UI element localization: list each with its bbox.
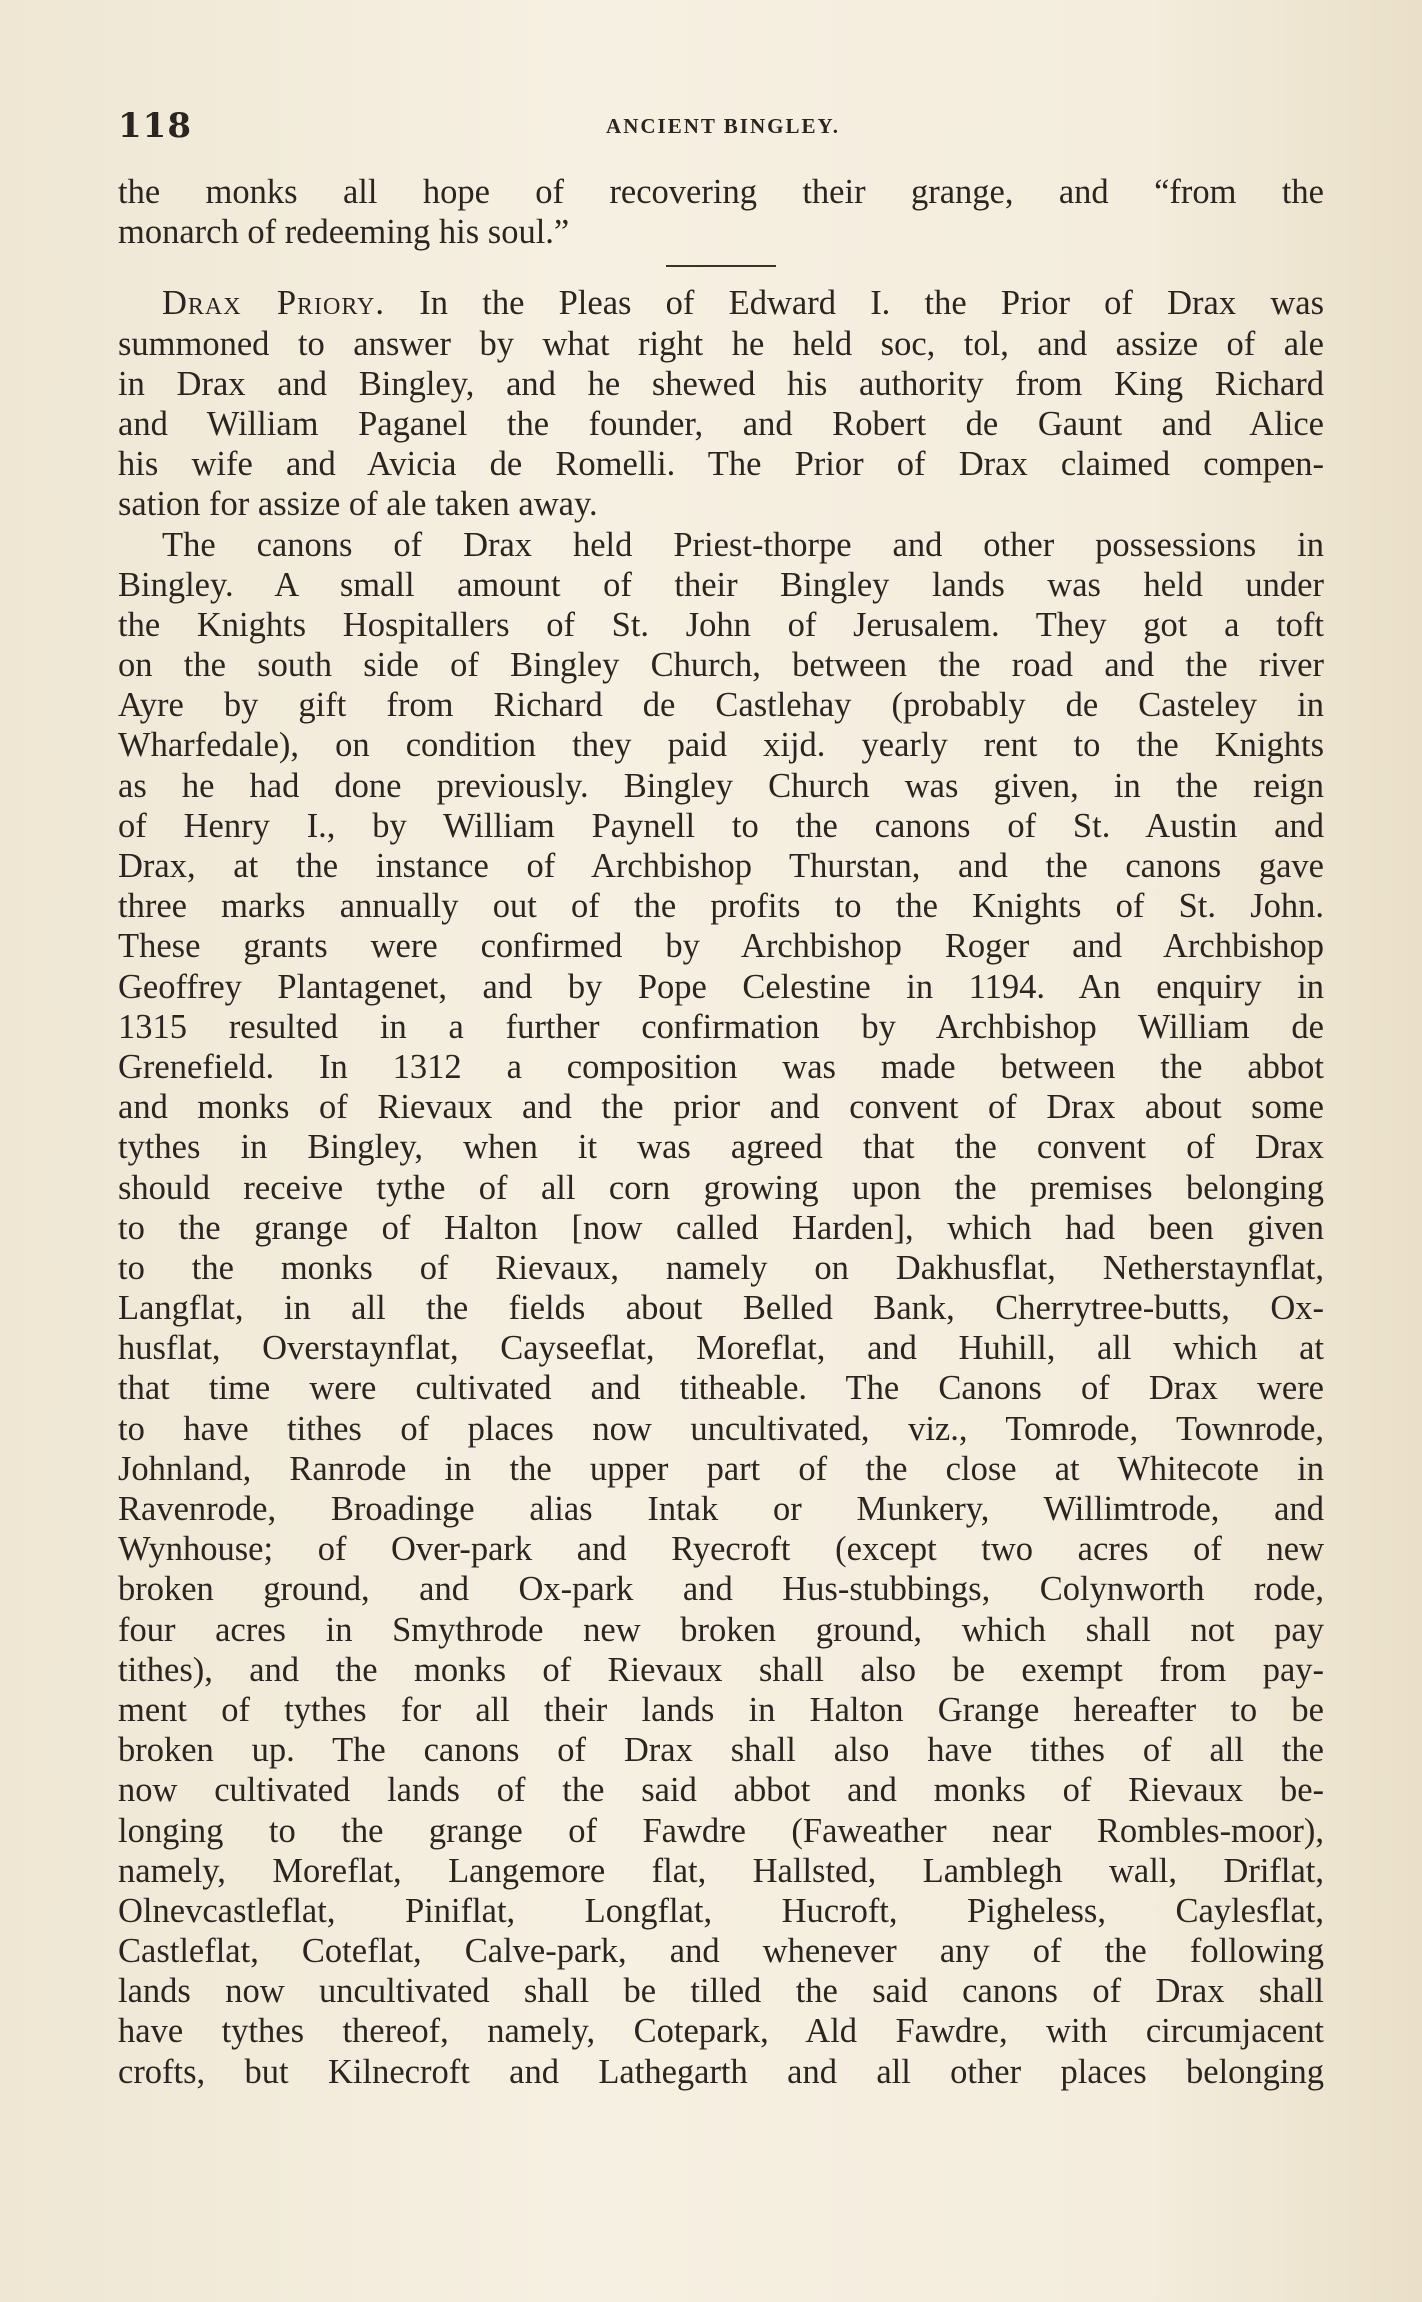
text-line: Castleflat, Coteflat, Calve-park, and whenever any of the following (118, 1932, 1324, 1971)
page-number: 118 (118, 106, 192, 146)
paragraph-canons (118, 525, 1324, 2092)
running-title: ANCIENT BINGLEY. (606, 114, 840, 138)
text-line: These grants were confirmed by Archbishop Roger and Archbishop (118, 927, 1324, 966)
text-line: husflat, Overstaynflat, Cayseeflat, Moreflat, and Huhill, all which at (118, 1329, 1324, 1368)
text-line: Langflat, in all the fields about Belled Bank, Cherrytree-butts, Ox- (118, 1289, 1324, 1328)
text-line: Grenefield. In 1312 a composition was made between the abbot (118, 1047, 1324, 1086)
text-line: that time were cultivated and titheable. The Canons of Drax were (118, 1369, 1324, 1408)
text-line: three marks annually out of the profits to the Knights of St. John. (118, 887, 1324, 926)
section-divider (666, 265, 776, 267)
text-line: Ayre by gift from Richard de Castlehay (probably de Casteley in (118, 686, 1324, 725)
text-line: namely, Moreflat, Langemore flat, Hallsted, Lamblegh wall, Driflat, (118, 1851, 1324, 1890)
text-line: on the south side of Bingley Church, between the road and the river (118, 646, 1324, 685)
text-line: the Knights Hospitallers of St. John of Jerusalem. They got a toft (118, 605, 1324, 644)
text-line: four acres in Smythrode new broken ground, which shall not pay (118, 1610, 1324, 1649)
text-line: broken ground, and Ox-park and Hus-stubbings, Colynworth rode, (118, 1570, 1324, 1609)
text-line: the monks all hope of recovering their grange, and “from the (118, 173, 1324, 211)
text-line: Wharfedale), on condition they paid xijd. yearly rent to the Knights (118, 726, 1324, 765)
text-line: in Drax and Bingley, and he shewed his authority from King Richard (118, 364, 1324, 403)
text-line: tythes in Bingley, when it was agreed that the convent of Drax (118, 1128, 1324, 1167)
text-line: now cultivated lands of the said abbot and monks of Rievaux be- (118, 1771, 1324, 1810)
text-line: Bingley. A small amount of their Bingley lands was held under (118, 565, 1324, 604)
text-line: Johnland, Ranrode in the upper part of the close at Whitecote in (118, 1449, 1324, 1488)
body-text (118, 172, 1324, 2092)
text-line: Geoffrey Plantagenet, and by Pope Celestine in 1194. An enquiry in (118, 967, 1324, 1006)
paragraph-continuation (118, 172, 1324, 252)
text-line: lands now uncultivated shall be tilled the said canons of Drax shall (118, 1972, 1324, 2011)
text-line: to the grange of Halton [now called Harden], which had been given (118, 1208, 1324, 1247)
text-line: to the monks of Rievaux, namely on Dakhusflat, Netherstaynflat, (118, 1248, 1324, 1287)
text-line: Drax, at the instance of Archbishop Thurstan, and the canons gave (118, 847, 1324, 885)
text-line-rest: In the Pleas of Edward I. the Prior of Drax was (419, 284, 1325, 323)
text-line: his wife and Avicia de Romelli. The Prior of Drax claimed compen- (118, 445, 1324, 484)
text-line-with-heading (118, 283, 1324, 323)
text-line: should receive tythe of all corn growing upon the premises belonging (118, 1168, 1324, 1207)
text-line: have tythes thereof, namely, Cotepark, Ald Fawdre, with circumjacent (118, 2012, 1324, 2051)
text-line: monarch of redeeming his soul.” (118, 213, 570, 252)
text-line: 1315 resulted in a further confirmation by Archbishop William de (118, 1007, 1324, 1046)
paragraph-drax-priory (118, 283, 1324, 524)
text-line: and monks of Rievaux and the prior and convent of Drax about some (118, 1088, 1324, 1127)
text-line: as he had done previously. Bingley Church was given, in the reign (118, 766, 1324, 805)
text-line: The canons of Drax held Priest-thorpe and other possessions in (162, 525, 1324, 564)
text-line: summoned to answer by what right he held soc, tol, and assize of ale (118, 324, 1324, 363)
text-line: sation for assize of ale taken away. (118, 485, 598, 524)
page-header (118, 98, 1328, 158)
text-line: longing to the grange of Fawdre (Faweather near Rombles-moor), (118, 1811, 1324, 1850)
text-line: ment of tythes for all their lands in Halton Grange hereafter to be (118, 1690, 1324, 1729)
text-line: broken up. The canons of Drax shall also have tithes of all the (118, 1731, 1324, 1770)
text-line: of Henry I., by William Paynell to the canons of St. Austin and (118, 806, 1324, 845)
section-heading: Drax Priory. (162, 284, 385, 323)
text-line: to have tithes of places now uncultivated, viz., Tomrode, Townrode, (118, 1409, 1324, 1448)
text-line: tithes), and the monks of Rievaux shall also be exempt from pay- (118, 1650, 1324, 1689)
text-line: crofts, but Kilnecroft and Lathegarth and all other places belonging (118, 2052, 1324, 2091)
text-line: Ravenrode, Broadinge alias Intak or Munkery, Willimtrode, and (118, 1490, 1324, 1528)
text-line: Wynhouse; of Over-park and Ryecroft (except two acres of new (118, 1530, 1324, 1569)
text-line: Olnevcastleflat, Piniflat, Longflat, Hucroft, Pigheless, Caylesflat, (118, 1891, 1324, 1930)
text-line: and William Paganel the founder, and Robert de Gaunt and Alice (118, 404, 1324, 443)
